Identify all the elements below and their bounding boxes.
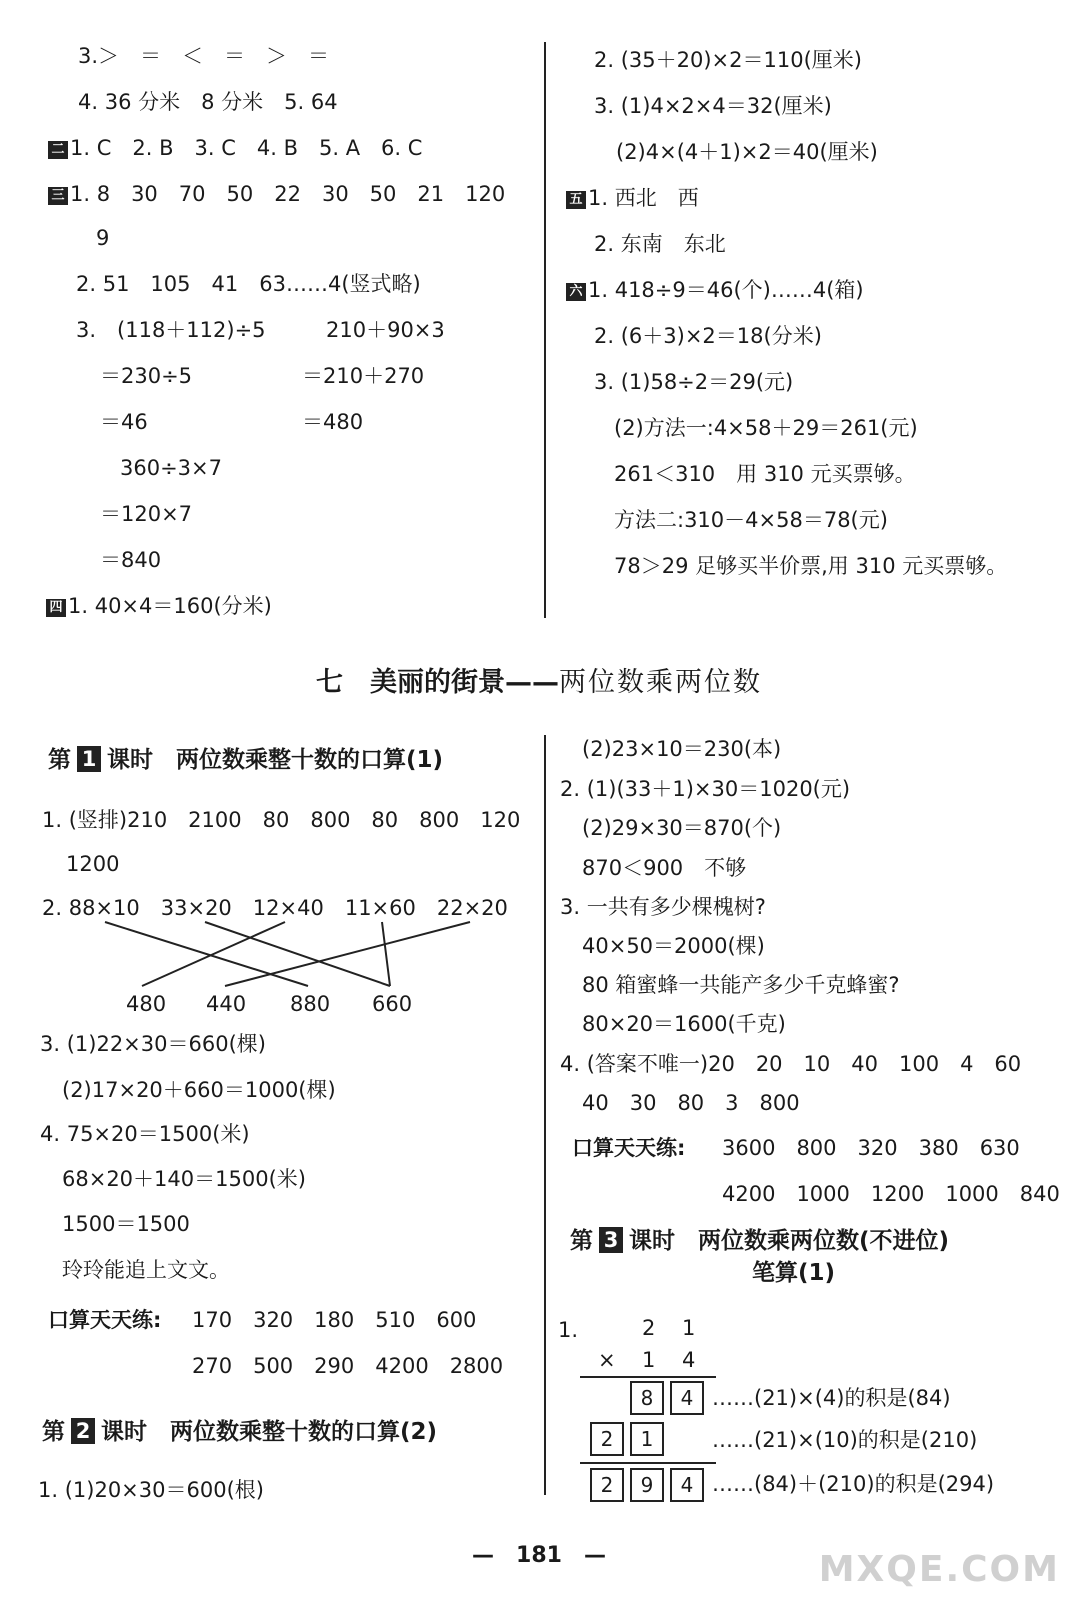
answer-cell: 4 [670, 1468, 704, 1502]
answer-line: 360÷3×7 [120, 456, 222, 480]
answer-line: 4200 1000 1200 1000 840 [722, 1182, 1060, 1206]
section-subtitle: 两位数乘两位数 [559, 667, 762, 698]
lesson-number: 3 [599, 1227, 623, 1253]
answer-line: 方法二:310－4×58＝78(元) [614, 508, 888, 532]
times-sign: × [598, 1348, 616, 1372]
section-title [0, 660, 1078, 699]
section-badge: 四 [46, 599, 66, 617]
lesson-title: 课时 两位数乘整十数的口算(1) [107, 747, 444, 773]
answer-line: (2)方法一:4×58＋29＝261(元) [614, 416, 918, 440]
answer-line: ＝480 [302, 410, 364, 434]
answer-line: 4. 75×20＝1500(米) [40, 1122, 250, 1146]
page-number-value: 181 [516, 1543, 562, 1568]
answer-cell: 4 [670, 1381, 704, 1415]
answer-cell: 1 [630, 1422, 664, 1456]
column-divider [544, 735, 546, 1495]
lesson-prefix: 第 [42, 1419, 65, 1445]
answer-line: 1. (竖排)210 2100 80 800 80 800 120 [42, 808, 521, 832]
answer-line: 1. (1)20×30＝600(根) [38, 1478, 264, 1502]
match-value: 440 [206, 992, 247, 1016]
answer-line: ＝46 [100, 410, 148, 434]
lesson-title: 课时 两位数乘两位数(不进位) [629, 1228, 950, 1254]
answer-line: 2. (1)(33＋1)×30＝1020(元) [560, 777, 851, 801]
question-number: 1. [558, 1318, 579, 1342]
answer-line: 2. 51 105 41 63……4(竖式略) [76, 272, 421, 296]
answer-line: 3.＞ ＝ ＜ ＝ ＞ ＝ [78, 44, 330, 68]
answer-line: 3600 800 320 380 630 [722, 1136, 1020, 1160]
section-badge: 六 [566, 283, 586, 301]
calc-note: ……(84)＋(210)的积是(294) [712, 1472, 995, 1496]
watermark: MXQE.COM [818, 1549, 1060, 1590]
answer-text: 1. 40×4＝160(分米) [68, 594, 272, 618]
match-line [382, 922, 390, 986]
answer-line [48, 180, 505, 208]
answer-line: 玲玲能追上文文。 [62, 1258, 230, 1282]
match-value: 480 [126, 992, 167, 1016]
answer-line: (2)17×20＋660＝1000(棵) [62, 1078, 336, 1102]
lesson-heading-cont: 笔算(1) [752, 1260, 836, 1286]
digit: 1 [682, 1316, 696, 1340]
answer-line: 170 320 180 510 600 [192, 1308, 477, 1332]
answer-line: 2. 东南 东北 [594, 232, 726, 256]
answer-line: 4. (答案不唯一)20 20 10 40 100 4 60 [560, 1052, 1022, 1076]
answer-line [48, 134, 422, 162]
matching-lines [0, 920, 540, 990]
lesson-prefix: 第 [48, 747, 71, 773]
page-number: — 181 — [472, 1543, 606, 1568]
column-divider [544, 42, 546, 618]
answer-cell: 2 [590, 1468, 624, 1502]
answer-line: 40 30 80 3 800 [582, 1091, 800, 1115]
answer-text: 1. C 2. B 3. C 4. B 5. A 6. C [70, 136, 423, 160]
answer-line [566, 276, 864, 304]
answer-line: 3. (1)4×2×4＝32(厘米) [594, 94, 832, 118]
answer-line: 3. (118＋112)÷5 [76, 318, 266, 342]
answer-cell: 9 [630, 1468, 664, 1502]
lesson-heading [570, 1226, 949, 1256]
answer-line: (2)29×30＝870(个) [582, 816, 782, 840]
answer-line: 2. 88×10 33×20 12×40 11×60 22×20 [42, 896, 508, 920]
answer-text: 1. 8 30 70 50 22 30 50 21 120 [70, 182, 506, 206]
digit: 4 [682, 1348, 696, 1372]
answer-line: ＝210＋270 [302, 364, 425, 388]
answer-line: (2)23×10＝230(本) [582, 737, 782, 761]
answer-line: ＝120×7 [100, 502, 193, 526]
oral-practice-label: 口算天天练: [572, 1136, 686, 1160]
answer-line: 1500＝1500 [62, 1212, 190, 1236]
answer-line: 270 500 290 4200 2800 [192, 1354, 504, 1378]
answer-line: ＝230÷5 [100, 364, 193, 388]
answer-line: 4. 36 分米 8 分米 5. 64 [78, 90, 338, 114]
calc-note: ……(21)×(4)的积是(84) [712, 1386, 951, 1410]
section-badge: 五 [566, 191, 586, 209]
lesson-heading [48, 745, 443, 775]
answer-line: ＝840 [100, 548, 162, 572]
section-title-main: 七 美丽的街景—— [316, 667, 559, 698]
match-value: 660 [372, 992, 413, 1016]
answer-line: 80 箱蜜蜂一共能产多少千克蜂蜜? [582, 973, 900, 997]
match-line [105, 922, 308, 986]
match-line [205, 922, 390, 986]
answer-line: (2)4×(4＋1)×2＝40(厘米) [616, 140, 878, 164]
match-value: 880 [290, 992, 331, 1016]
answer-line: 68×20＋140＝1500(米) [62, 1167, 306, 1191]
answer-line: 78＞29 足够买半价票,用 310 元买票够。 [614, 554, 1008, 578]
answer-text: 1. 418÷9＝46(个)……4(箱) [588, 278, 864, 302]
answer-text: 1. 西北 西 [588, 186, 699, 210]
calc-rule [580, 1462, 716, 1464]
digit: 1 [642, 1348, 656, 1372]
answer-line: 40×50＝2000(棵) [582, 934, 765, 958]
calc-note: ……(21)×(10)的积是(210) [712, 1428, 978, 1452]
answer-line: 80×20＝1600(千克) [582, 1012, 786, 1036]
calc-rule [580, 1376, 716, 1378]
oral-practice-label: 口算天天练: [48, 1308, 162, 1332]
digit: 2 [642, 1316, 656, 1340]
answer-line: 870＜900 不够 [582, 856, 747, 880]
answer-line [566, 184, 699, 212]
answer-line: 1200 [66, 852, 120, 876]
answer-cell: 8 [630, 1381, 664, 1415]
answer-line: 9 [96, 226, 110, 250]
answer-cell: 2 [590, 1422, 624, 1456]
answer-line: 2. (35＋20)×2＝110(厘米) [594, 48, 862, 72]
answer-line [46, 592, 272, 620]
answer-line: 2. (6＋3)×2＝18(分米) [594, 324, 822, 348]
answer-line: 3. (1)58÷2＝29(元) [594, 370, 794, 394]
answer-line: 3. 一共有多少棵槐树? [560, 895, 766, 919]
lesson-title: 课时 两位数乘整十数的口算(2) [101, 1419, 438, 1445]
section-badge: 三 [48, 187, 68, 205]
answer-line: 3. (1)22×30＝660(棵) [40, 1032, 266, 1056]
lesson-heading [42, 1417, 437, 1447]
lesson-number: 2 [71, 1418, 95, 1444]
section-badge: 二 [48, 141, 68, 159]
answer-line: 210＋90×3 [326, 318, 445, 342]
lesson-number: 1 [77, 746, 101, 772]
answer-line: 261＜310 用 310 元买票够。 [614, 462, 916, 486]
lesson-prefix: 第 [570, 1228, 593, 1254]
